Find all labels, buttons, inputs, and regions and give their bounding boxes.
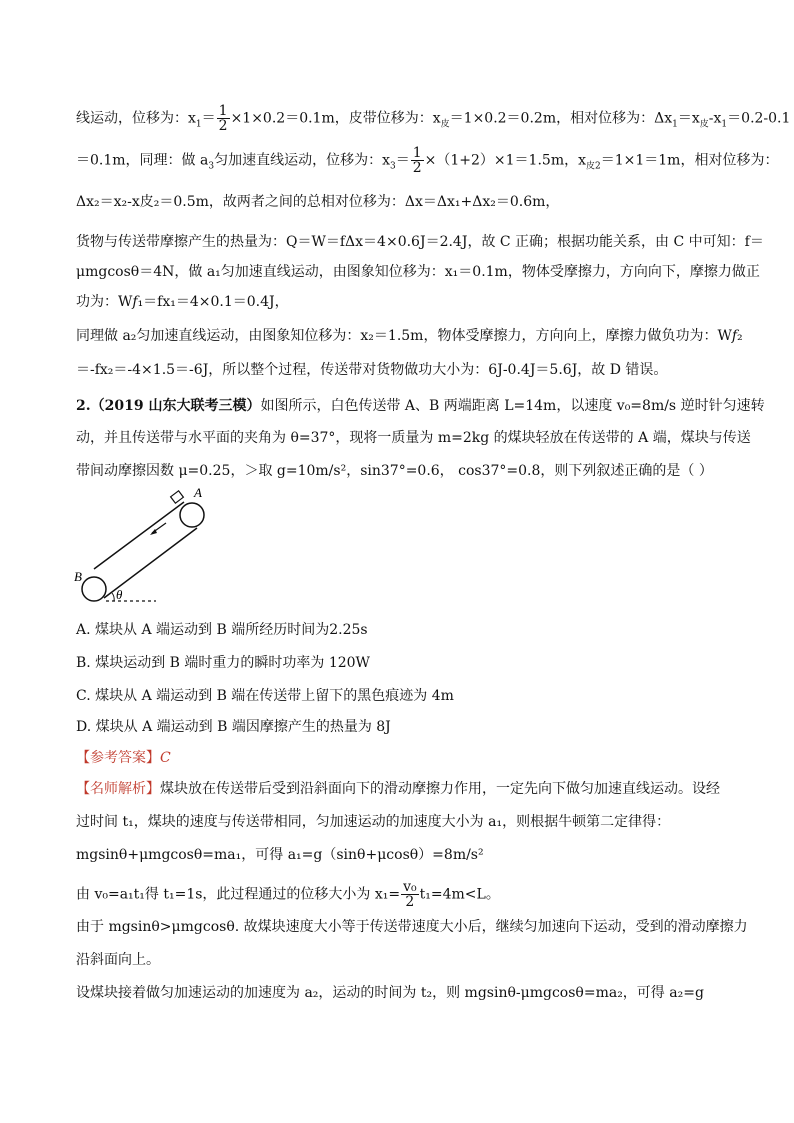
text-fragment: 由 v₀=a₁t₁得 t₁=1s，此过程通过的位移大小为 x₁=	[76, 886, 401, 903]
text-line: 线运动，位移为：$x_1=$ $\frac{1}{2}$ ×1×0.2＝0.1m，皮带位移为：$x_皮=1\times 0.2=0.2m$，相对位移为：$\Delta x_1=x_皮-x_1=0.2-0.1$	[76, 103, 791, 134]
text-fragment: ＝0.2-0.1	[727, 110, 791, 127]
label-b: B	[74, 569, 82, 584]
pulley-b	[82, 577, 106, 601]
analysis-line: 沿斜面向上。	[76, 952, 160, 968]
text-fragment: ＝1×0.2＝0.2m，相对位移为：	[449, 110, 655, 127]
analysis-line: 由于 mgsinθ>μmgcosθ. 故煤块速度大小等于传送带速度大小后，继续匀加速向下运动，受到的滑动摩擦力	[76, 919, 748, 935]
label-theta: θ	[116, 587, 123, 602]
analysis-line	[76, 779, 720, 799]
pulley-a	[180, 503, 204, 527]
text-fragment: ＝x	[677, 110, 700, 127]
text-fragment: -x	[708, 110, 722, 127]
fraction-numerator: 1	[412, 145, 422, 161]
text-line: ＝0.1m，同理：做 $a_3$匀加速直线运动，位移为：$x_3=$ $\frac{1}{2}$ ×（1+2）×1＝1.5m，$x_{皮2}=1\times 1=1m$，相对位移为：	[76, 145, 779, 176]
analysis-line: mgsinθ+μmgcosθ=ma₁，可得 a₁=g（sinθ+μcosθ）=8m/s²	[76, 847, 484, 863]
answer-line	[76, 748, 171, 768]
analysis-line	[76, 880, 500, 909]
question-line: 带间动摩擦因数 μ=0.25，＞取 g=10m/s²，sin37°=0.6， cos37°=0.8，则下列叙述正确的是（ ）	[76, 463, 713, 479]
answer-value: C	[160, 750, 171, 766]
belt-upper-edge	[94, 502, 184, 569]
text-fragment: 煤块放在传送带后受到沿斜面向下的滑动摩擦力作用，一定先向下做匀加速直线运动。设经	[160, 781, 720, 797]
analysis-line: 过时间 t₁，煤块的速度与传送带相同，匀加速运动的加速度大小为 a₁，则根据牛顿第二定律得：	[76, 814, 671, 830]
angle-arc	[112, 593, 114, 601]
question-line: 动，并且传送带与水平面的夹角为 θ=37°，现将一质量为 m=2kg 的煤块轻放在传送带的 A 端，煤块与传送	[76, 430, 751, 446]
answer-label: 【参考答案】	[76, 750, 160, 766]
text-fragment: ×（1+2）×1＝1.5m，x	[424, 152, 586, 169]
option-d: D. 煤块从 A 端运动到 B 端因摩擦产生的热量为 8J	[76, 719, 391, 735]
text-fragment: ＝0.1m，同理：做 a	[76, 152, 209, 169]
fraction-denominator: 2	[412, 160, 422, 176]
text-fragment: 匀加速直线运动，位移为：x	[214, 152, 390, 169]
text-fragment: t₁=4m<L。	[419, 886, 500, 903]
option-b: B. 煤块运动到 B 端时重力的瞬时功率为 120W	[76, 655, 370, 671]
text-fragment: 如图所示，白色传送带 A、B 两端距离 L=14m，以速度 v₀=8m/s 逆时针匀速转	[260, 398, 765, 414]
question-line	[76, 396, 765, 416]
text-line: ＝-fx₂＝-4×1.5＝-6J，所以整个过程，传送带对货物做功大小为：6J-0.4J＝5.6J，故 D 错误。	[76, 362, 668, 378]
option-c: C. 煤块从 A 端运动到 B 端在传送带上留下的黑色痕迹为 4m	[76, 688, 454, 704]
fraction-numerator: v₀	[403, 879, 417, 895]
fraction-denominator: 2	[405, 894, 415, 910]
question-source: （2019 山东大联考三模）	[90, 398, 261, 414]
text-fragment: 1×0.2＝0.1m，皮带位移为：x	[242, 110, 441, 127]
text-line: 同理做 a₂匀加速直线运动，由图象知位移为：x₂＝1.5m，物体受摩擦力，方向向上，摩擦力做负功为：W𝑓₂	[76, 328, 743, 344]
fraction-numerator: 1	[218, 103, 228, 119]
label-a: A	[194, 485, 202, 500]
text-fragment: ＝1×1＝1m，相对位移为：	[600, 152, 779, 169]
text-fragment: Δx	[654, 110, 673, 127]
question-number: 2.	[76, 398, 91, 414]
conveyor-belt-figure	[70, 485, 220, 610]
coal-block	[171, 491, 184, 503]
fraction	[217, 104, 230, 133]
fraction	[401, 880, 419, 909]
option-a: A. 煤块从 A 端运动到 B 端所经历时间为2.25s	[76, 622, 368, 638]
text-line: 功为：W𝑓₁＝fx₁＝4×0.1＝0.4J，	[76, 294, 289, 310]
text-line: Δx₂＝x₂-x皮₂＝0.5m，故两者之间的总相对位移为：Δx＝Δx₁+Δx₂＝0.6m，	[76, 194, 560, 210]
fraction	[411, 146, 424, 175]
text-line: 货物与传送带摩擦产生的热量为：Q＝W＝fΔx＝4×0.6J＝2.4J，故 C 正确；根据功能关系，由 C 中可知：f＝	[76, 234, 764, 250]
analysis-line: 设煤块接着做匀加速运动的加速度为 a₂，运动的时间为 t₂，则 mgsinθ-μmgcosθ=ma₂，可得 a₂=g	[76, 985, 704, 1001]
fraction-denominator: 2	[218, 118, 228, 134]
text-fragment: 线运动，位移为：x	[76, 110, 196, 127]
analysis-label: 【名师解析】	[76, 781, 160, 797]
text-line: μmgcosθ＝4N，做 a₁匀加速直线运动，由图象知位移为：x₁＝0.1m，物体受摩擦力，方向向下，摩擦力做正	[76, 264, 760, 280]
